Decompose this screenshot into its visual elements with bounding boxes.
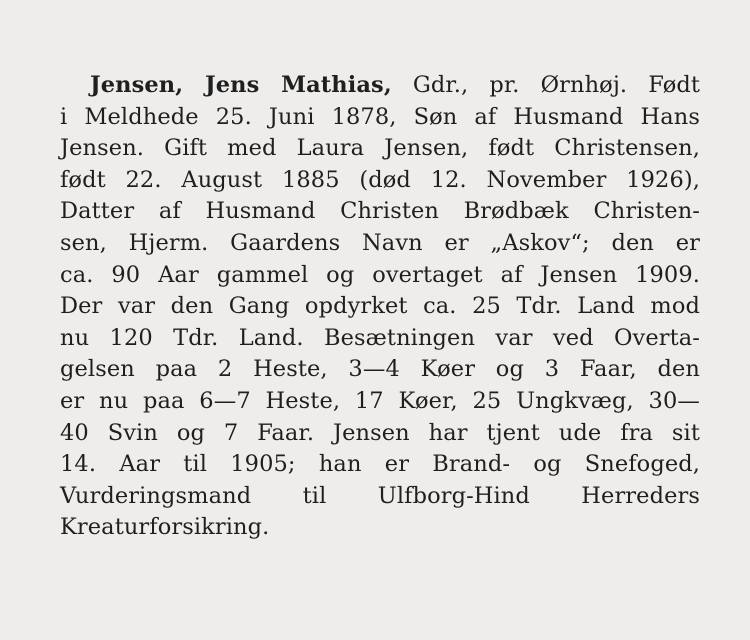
entry-line-4: født 22. August 1885 (død 12. November 1926), xyxy=(60,166,700,193)
entry-line-1-text: Gdr., pr. Ørnhøj. Født xyxy=(391,72,700,98)
entry-line-6: sen, Hjerm. Gaardens Navn er „Askov“; den er xyxy=(60,229,700,256)
entry-line-13: 14. Aar til 1905; han er Brand- og Snefoged, xyxy=(60,451,700,478)
entry-line-12: 40 Svin og 7 Faar. Jensen har tjent ude fra sit xyxy=(60,419,700,446)
entry-line-1 xyxy=(60,70,700,102)
entry-line-10: gelsen paa 2 Heste, 3—4 Køer og 3 Faar, den xyxy=(60,356,700,383)
entry-line-8: Der var den Gang opdyrket ca. 25 Tdr. Land mod xyxy=(60,293,700,320)
entry-line-3: Jensen. Gift med Laura Jensen, født Christensen, xyxy=(60,135,700,162)
entry-line-2: i Meldhede 25. Juni 1878, Søn af Husmand Hans xyxy=(60,103,700,130)
entry-line-5: Datter af Husmand Christen Brødbæk Christen- xyxy=(60,198,700,225)
biography-entry xyxy=(60,70,700,544)
entry-line-7: ca. 90 Aar gammel og overtaget af Jensen 1909. xyxy=(60,261,700,288)
entry-name: Jensen, Jens Mathias, xyxy=(90,72,392,98)
entry-line-9: nu 120 Tdr. Land. Besætningen var ved Overta- xyxy=(60,324,700,351)
entry-line-14: Vurderingsmand til Ulfborg-Hind Herreders xyxy=(60,482,700,509)
entry-line-11: er nu paa 6—7 Heste, 17 Køer, 25 Ungkvæg, 30— xyxy=(60,387,700,414)
entry-line-15: Kreaturforsikring. xyxy=(60,514,270,541)
